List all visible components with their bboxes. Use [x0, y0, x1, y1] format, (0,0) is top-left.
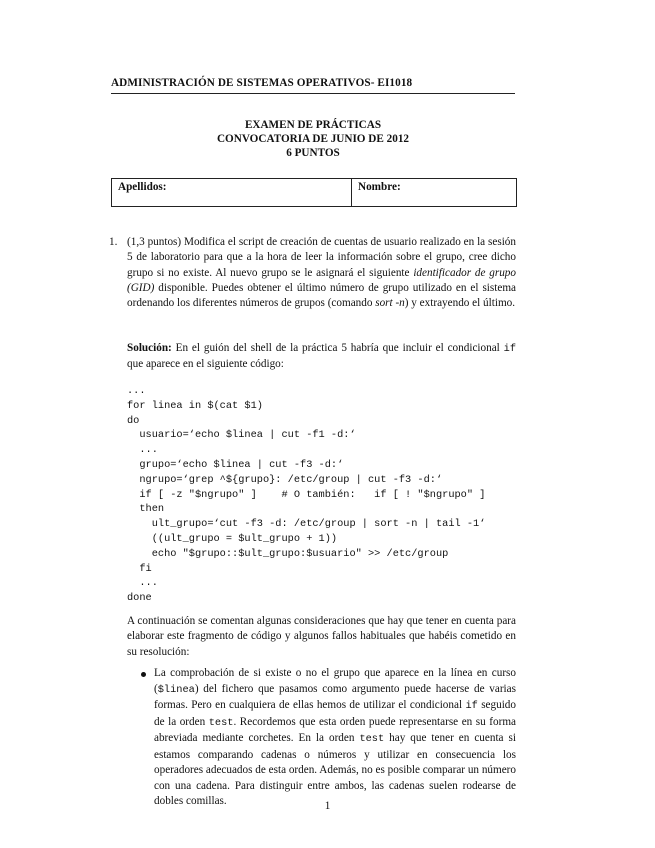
code-line: ... — [127, 444, 158, 457]
exam-title-line3: 6 PUNTOS — [286, 147, 340, 159]
bullet-text: La comprobación de si existe o no el grupo que aparece en la línea en curso ( — [154, 667, 516, 695]
code-line: ngrupo=‘grep ^${grupo}: /etc/group | cut -f3 -d:‘ — [127, 473, 443, 486]
exam-title-line2: CONVOCATORIA DE JUNIO DE 2012 — [216, 133, 410, 145]
solution-label: Solución: — [127, 342, 172, 354]
surname-label: Apellidos: — [118, 181, 167, 193]
bullet-code: test — [208, 716, 234, 729]
code-line: ... — [127, 577, 158, 590]
exam-title — [111, 118, 515, 160]
code-line: usuario=‘echo $linea | cut -f1 -d:‘ — [127, 429, 356, 442]
bullet-code: if — [465, 700, 478, 712]
code-line: echo "$grupo::$ult_grupo:$usuario" >> /etc/group — [127, 547, 449, 560]
course-header: ADMINISTRACIÓN DE SISTEMAS OPERATIVOS- EI1018 — [111, 77, 413, 89]
code-line: grupo=‘echo $linea | cut -f3 -d:‘ — [127, 458, 344, 471]
code-line: do — [127, 414, 140, 427]
box-divider — [351, 179, 352, 206]
code-block — [127, 384, 485, 606]
code-line: for linea in $(cat $1) — [127, 399, 263, 412]
code-line: ult_grupo=‘cut -f3 -d: /etc/group | sort -n | tail -1‘ — [127, 518, 486, 531]
solution-text-a: En el guión del shell de la práctica 5 habría que incluir el condicional — [171, 342, 504, 354]
exam-title-line1: EXAMEN DE PRÁCTICAS — [244, 119, 382, 131]
question-text-b: disponible. Puedes obtener el último número de grupo utilizado en el sistema ordenando los diferentes números de grupos (comando — [127, 281, 516, 310]
code-line: ((ult_grupo = $ult_grupo + 1)) — [127, 532, 338, 545]
header-rule — [111, 93, 515, 94]
question-text-a: (1,3 puntos) Modifica el script de creación de cuentas de usuario realizado en la sesión 5 de laboratorio para que a la hora de leer la información sobre el grupo, cree dicho grupo si no existe. Al nuevo grupo se le asignará el siguiente — [127, 236, 516, 279]
bullet-text: . Recordemos que esta orden puede representarse en su forma abreviada mediante corchetes. En la orden — [154, 715, 516, 744]
gid-term: identificador de grupo (GID) — [127, 266, 516, 294]
code-line: then — [127, 503, 165, 516]
bullet-code: test — [359, 733, 385, 745]
question-text — [127, 235, 516, 311]
sort-command: sort -n — [375, 297, 405, 310]
bullet-code: $linea — [157, 683, 195, 696]
student-info-box — [111, 178, 517, 207]
code-line: fi — [127, 562, 152, 575]
solution-intro — [127, 341, 516, 373]
bullet-text: seguido de la orden — [154, 699, 516, 728]
code-line: ... — [127, 385, 146, 397]
code-line: done — [127, 592, 152, 605]
bullet-paragraph — [154, 666, 516, 810]
bullet-text: hay que tener en cuenta si estamos comparando cadenas o números y utilizar en consecuencia los operadores adecuados de esta orden. Además, no es posible comparar un número con una cadena. Para distinguir entre ambos, las cadenas suelen rodearse de dobles comillas. — [154, 732, 516, 807]
name-label: Nombre: — [358, 181, 401, 193]
bullet-text: ) del fichero que pasamos como argumento puede hacerse de varias formas. Pero en cualquiera de ellas hemos de utilizar el condicional — [154, 682, 516, 711]
code-line: if [ -z "$ngrupo" ] # O también: if [ ! "$ngrupo" ] — [127, 488, 486, 501]
question-text-c: ) y extrayendo el último. — [404, 297, 516, 310]
commentary-paragraph: A continuación se comentan algunas consideraciones que hay que tener en cuenta para elaborar este fragmento de código y algunos fallos habituales que habéis cometido en su resolución: — [127, 615, 516, 658]
solution-text-b: que aparece en el siguiente código: — [127, 358, 284, 371]
question-number: 1. — [109, 236, 118, 248]
bullet-icon — [141, 672, 146, 677]
page-number: 1 — [324, 800, 331, 812]
solution-if-code: if — [503, 343, 516, 355]
